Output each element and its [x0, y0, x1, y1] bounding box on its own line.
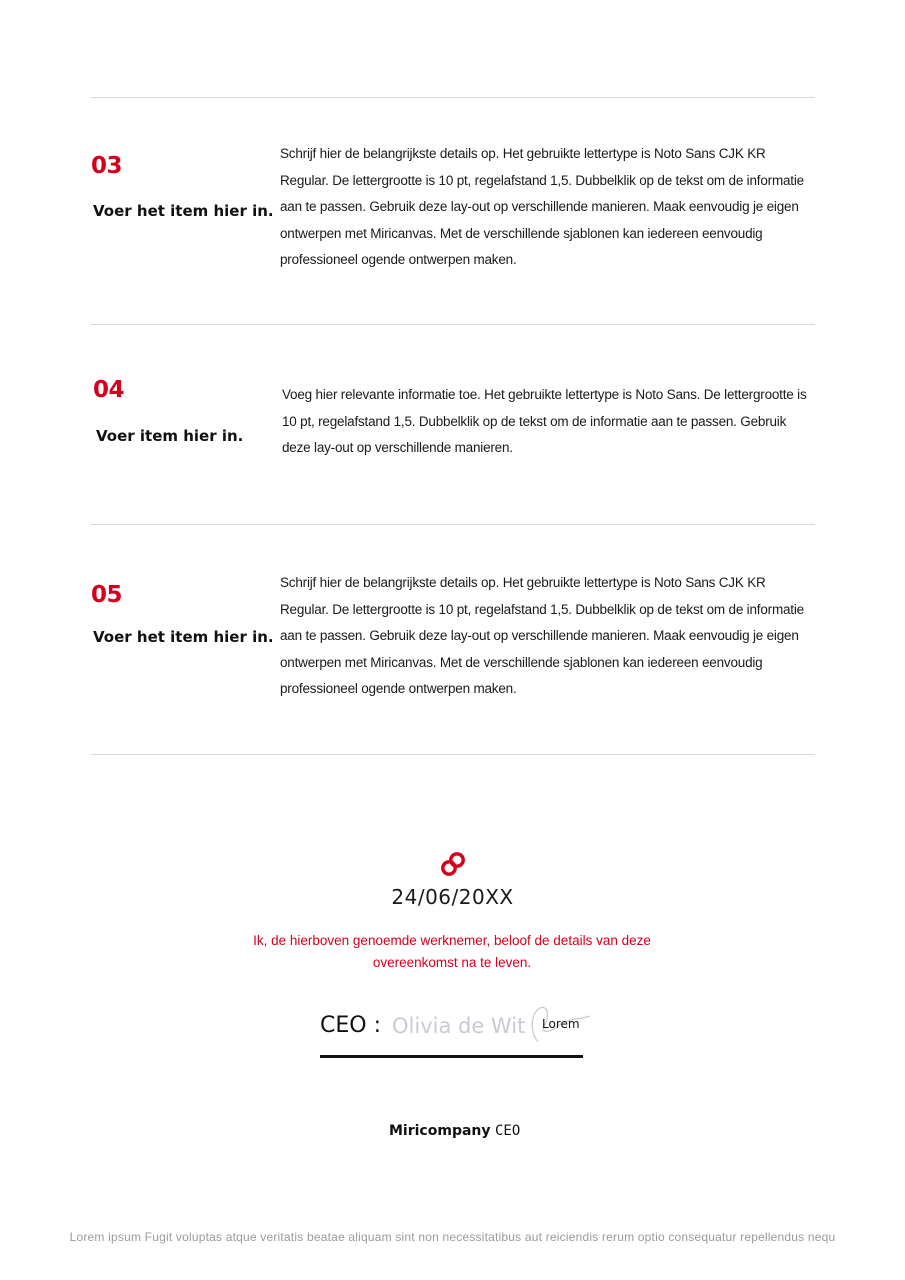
- footer-text: Lorem ipsum Fugit voluptas atque veritatis beatae aliquam sint non necessitatibus aut reiciendis rerum optio consequatur repellendus nequ: [69, 1230, 836, 1244]
- signature-text: Lorem: [542, 1017, 580, 1031]
- section-description: Schrijf hier de belangrijkste details op. Het gebruikte lettertype is Noto Sans CJK KR Regular. De lettergrootte is 10 pt, regelafstand 1,5. Dubbelklik op de tekst om de informatie aan te passen. Gebruik deze lay-out op verschillende manieren. Maak eenvoudig je eigen ontwerpen met Miricanvas. Met de verschillende sjablonen kan iedereen eenvoudig professioneel ogende ontwerpen maken.: [280, 575, 804, 696]
- divider-1: [91, 324, 815, 325]
- section-title: Voer item hier in.: [96, 427, 244, 445]
- ceo-label: CEO :: [320, 1013, 381, 1038]
- divider-top: [91, 97, 815, 98]
- infinity-link-logo-icon: [438, 849, 468, 879]
- section-description: Schrijf hier de belangrijkste details op. Het gebruikte lettertype is Noto Sans CJK KR Regular. De lettergrootte is 10 pt, regelafstand 1,5. Dubbelklik op de tekst om de informatie aan te passen. Gebruik deze lay-out op verschillende manieren. Maak eenvoudig je eigen ontwerpen met Miricanvas. Met de verschillende sjablonen kan iedereen eenvoudig professioneel ogende ontwerpen maken.: [280, 146, 804, 267]
- agreement-date: 24/06/20XX: [391, 885, 514, 909]
- section-number: 03: [91, 153, 123, 179]
- section-number: 05: [91, 582, 123, 608]
- section-title: Voer het item hier in.: [93, 202, 274, 220]
- company-name: Miricompany: [389, 1123, 491, 1139]
- divider-2: [91, 524, 815, 525]
- signer-role: CEO: [495, 1123, 521, 1139]
- ceo-name: Olivia de Wit: [392, 1014, 526, 1038]
- pledge-statement: Ik, de hierboven genoemde werknemer, beloof de details van deze overeenkomst na te leven.: [253, 933, 651, 970]
- section-number: 04: [93, 377, 125, 403]
- section-description: Voeg hier relevante informatie toe. Het gebruikte lettertype is Noto Sans. De lettergrootte is 10 pt, regelafstand 1,5. Dubbelklik op de tekst om de informatie aan te passen. Gebruik deze lay-out op verschillende manieren.: [282, 387, 807, 455]
- section-title: Voer het item hier in.: [93, 628, 274, 646]
- signature-line: [320, 1055, 583, 1058]
- divider-3: [91, 754, 815, 755]
